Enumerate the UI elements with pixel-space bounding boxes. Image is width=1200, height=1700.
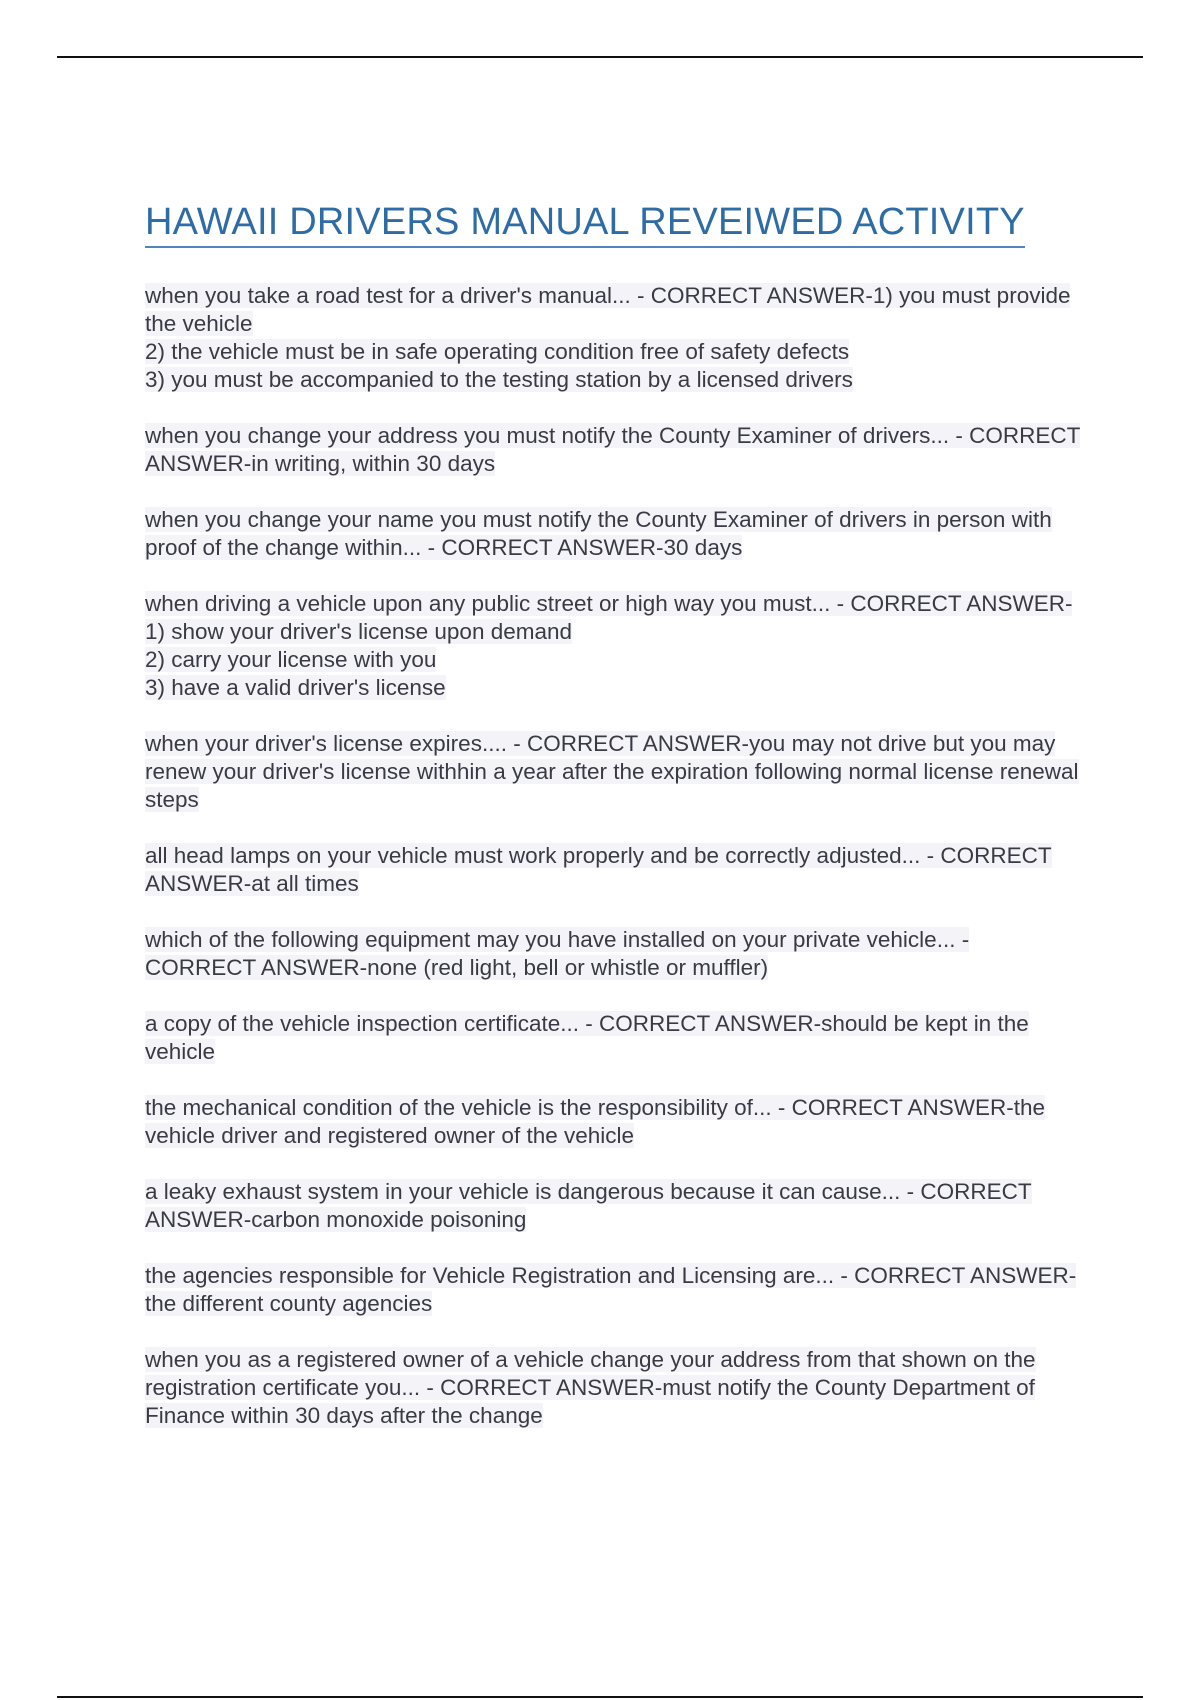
qa-item — [145, 422, 1085, 478]
qa-text: which of the following equipment may you have installed on your private vehicle... - CORRECT ANSWER-none (red light, bell or whistle or muffler) — [145, 927, 970, 980]
qa-item — [145, 926, 1085, 982]
qa-text: the agencies responsible for Vehicle Registration and Licensing are... - CORRECT ANSWER-the different county agencies — [145, 1263, 1077, 1316]
header-rule — [57, 56, 1143, 58]
qa-text: when your driver's license expires.... - CORRECT ANSWER-you may not drive but you may renew your driver's license withhin a year after the expiration following normal license renewal steps — [145, 731, 1079, 812]
qa-text: a leaky exhaust system in your vehicle is dangerous because it can cause... - CORRECT ANSWER-carbon monoxide poisoning — [145, 1179, 1032, 1232]
qa-text: all head lamps on your vehicle must work properly and be correctly adjusted... - CORRECT ANSWER-at all times — [145, 843, 1052, 896]
qa-text: a copy of the vehicle inspection certificate... - CORRECT ANSWER-should be kept in the vehicle — [145, 1011, 1029, 1064]
qa-item — [145, 590, 1085, 702]
qa-item — [145, 842, 1085, 898]
qa-item — [145, 1178, 1085, 1234]
qa-list — [145, 282, 1085, 1430]
qa-item — [145, 1094, 1085, 1150]
qa-text: the mechanical condition of the vehicle is the responsibility of... - CORRECT ANSWER-the vehicle driver and registered owner of the vehicle — [145, 1095, 1045, 1148]
qa-text: when you change your name you must notify the County Examiner of drivers in person with proof of the change within... - CORRECT ANSWER-30 days — [145, 507, 1052, 560]
qa-text: when you as a registered owner of a vehicle change your address from that shown on the registration certificate you... - CORRECT ANSWER-must notify the County Department of Finance within 30 days after the change — [145, 1347, 1036, 1428]
qa-item — [145, 1262, 1085, 1318]
qa-item — [145, 282, 1085, 394]
qa-item — [145, 506, 1085, 562]
footer-rule — [57, 1696, 1143, 1698]
document-title: HAWAII DRIVERS MANUAL REVEIWED ACTIVITY — [145, 200, 1025, 248]
qa-text: when driving a vehicle upon any public street or high way you must... - CORRECT ANSWER-1) show your driver's license upon demand 2) carry your license with you 3) have a valid driver's license — [145, 591, 1073, 700]
qa-item — [145, 1010, 1085, 1066]
qa-item — [145, 1346, 1085, 1430]
qa-text: when you change your address you must notify the County Examiner of drivers... - CORRECT ANSWER-in writing, within 30 days — [145, 423, 1081, 476]
document-body — [145, 200, 1085, 1458]
qa-item — [145, 730, 1085, 814]
qa-text: when you take a road test for a driver's manual... - CORRECT ANSWER-1) you must provide the vehicle 2) the vehicle must be in safe operating condition free of safety defects 3) you must be accompanied to the testing station by a licensed drivers — [145, 283, 1071, 392]
